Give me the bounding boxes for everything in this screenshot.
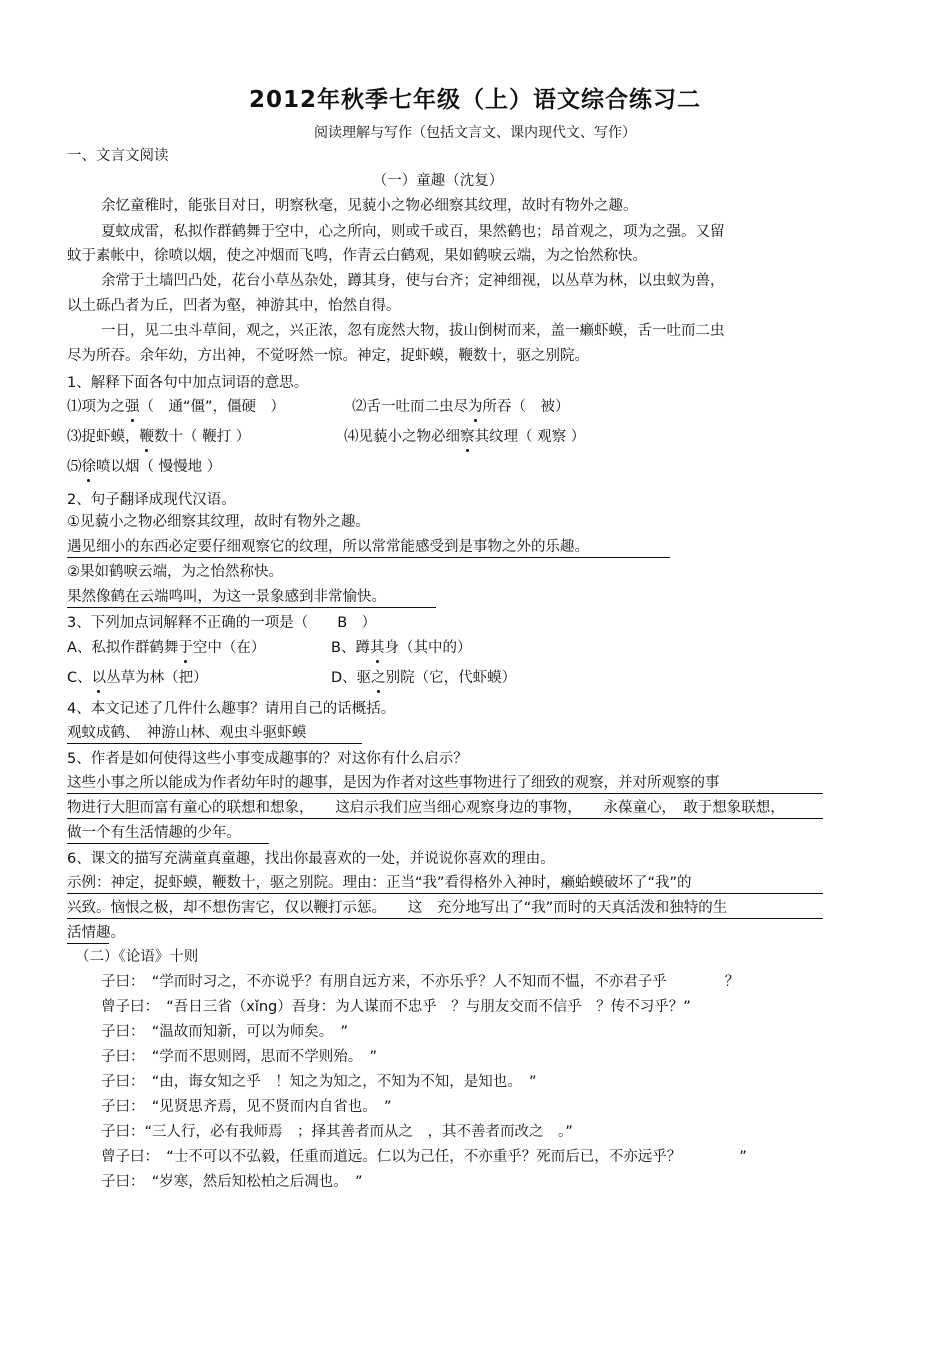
question-3-stem: 3、下列加点词解释不正确的一项是（ B ）	[67, 615, 377, 631]
question-2-stem: 2、句子翻译成现代汉语。	[67, 492, 236, 508]
q3-option-b: B、蹲其身（其中的）	[331, 640, 472, 656]
page-title: 2012年秋季七年级（上）语文综合练习二	[248, 87, 701, 113]
dotted-word: 察	[460, 429, 475, 445]
passage-line: 尽为所吞。余年幼，方出神，不觉呀然一惊。神定，捉虾蟆，鞭数十，驱之别院。	[67, 348, 589, 364]
q1-answer-3: ⑶捉虾蟆，鞭数十（ 鞭打 ）	[67, 429, 251, 445]
question-1-stem: 1、解释下面各句中加点词语的意思。	[67, 375, 309, 391]
dotted-word: 鞭	[139, 429, 154, 445]
passage-line: 余常于土墙凹凸处，花台小草丛杂处，蹲其身，使与台齐；定神细视，以丛草为林，以虫蚁为兽，	[101, 273, 725, 289]
q1-answer-4: ⑷见藐小之物必细察其纹理（ 观察 ）	[344, 429, 586, 445]
passage-line: 蚊于素帐中，徐喷以烟，使之冲烟而飞鸣，作青云白鹤观，果如鹤唳云端，为之怡然称快。	[67, 248, 647, 264]
passage-line: 以土砾凸者为丘，凹者为壑，神游其中，怡然自得。	[67, 298, 401, 314]
dotted-word: 徐	[81, 459, 96, 475]
passage-title: （一）童趣（沈复）	[372, 173, 504, 189]
dotted-word: 为	[468, 399, 483, 415]
dotted-word: 于	[178, 640, 193, 656]
passage-line: 夏蚊成雷，私拟作群鹤舞于空中，心之所向，则或千或百，果然鹤也；昂首观之，项为之强。又留	[101, 224, 725, 240]
q3-option-c: C、以丛草为林（把）	[67, 670, 208, 686]
analects-line: 子曰：“三人行，必有我师焉 ；择其善者而从之 ，其不善者而改之 。”	[101, 1124, 573, 1140]
q6-answer-line: 兴致。恼恨之极，却不想伤害它，仅以鞭打示惩。 这 充分地写出了“我”而时的天真活泼和独特的生	[67, 899, 823, 919]
q3-option-a: A、私拟作群鹤舞于空中（在）	[67, 640, 266, 656]
q6-answer-line: 活情趣。	[67, 924, 109, 944]
passage-line: 一日，见二虫斗草间，观之，兴正浓，忽有庞然大物，拔山倒树而来，盖一癞虾蟆，舌一吐而二虫	[101, 323, 725, 339]
q2-sentence-2: ②果如鹤唳云端，为之怡然称快。	[67, 564, 283, 580]
q1-answer-1: ⑴项为之强（ 通“僵”，僵硬 ）	[67, 399, 286, 415]
page-subtitle: 阅读理解与写作（包括文言文、课内现代文、写作）	[314, 125, 636, 141]
analects-line: 子曰： “温故而知新，可以为师矣。 ”	[101, 1024, 349, 1040]
analects-line: 子曰： “学而时习之，不亦说乎？有朋自远方来，不亦乐乎？人不知而不愠，不亦君子乎 ？	[101, 974, 740, 990]
analects-line: 子曰： “见贤思齐焉，见不贤而内自省也。 ”	[101, 1099, 392, 1115]
section1-heading: 一、文言文阅读	[67, 148, 169, 164]
question-5-stem: 5、作者是如何使得这些小事变成趣事的？对这你有什么启示？	[67, 751, 468, 767]
question-6-stem: 6、课文的描写充满童真童趣，找出你最喜欢的一处，并说说你喜欢的理由。	[67, 851, 555, 867]
q6-answer-line: 示例：神定，捉虾蟆，鞭数十，驱之别院。理由：正当“我”看得格外入神时，癞蛤蟆破坏了“我”的	[67, 874, 823, 894]
q5-answer-line: 物进行大胆而富有童心的联想和想象， 这启示我们应当细心观察身边的事物， 永葆童心， 敢于想象联想，	[67, 799, 823, 819]
analects-line: 曾子曰： “士不可以不弘毅，任重而道远。仁以为己任，不亦重乎？死而后已，不亦远乎？ ”	[101, 1149, 747, 1165]
q4-answer: 观蚊成鹤、 神游山林、观虫斗驱虾蟆	[67, 724, 362, 744]
dotted-word: 以	[91, 670, 107, 686]
analects-line: 曾子曰： “吾日三省（xǐng）吾身：为人谋而不忠乎 ？与朋友交而不信乎 ？传不习乎？”	[101, 999, 691, 1015]
q3-option-d: D、驱之别院（它，代虾蟆）	[331, 670, 517, 686]
section2-heading: （二）《论语》十则	[75, 949, 199, 965]
analects-line: 子曰： “岁寒，然后知松柏之后凋也。 ”	[101, 1174, 363, 1190]
q5-answer-line: 这些小事之所以能成为作者幼年时的趣事，是因为作者对这些事物进行了细致的观察，并对所观察的事	[67, 774, 823, 794]
q2-answer-2: 果然像鹤在云端鸣叫，为这一景象感到非常愉快。	[67, 588, 436, 608]
passage-line: 余忆童稚时，能张目对日，明察秋毫，见藐小之物必细察其纹理，故时有物外之趣。	[101, 198, 638, 214]
dotted-word: 强	[125, 399, 140, 415]
analects-line: 子曰： “由，诲女知之乎 ！知之为知之，不知为不知，是知也。 ”	[101, 1074, 537, 1090]
analects-line: 子曰： “学而不思则罔，思而不学则殆。 ”	[101, 1049, 378, 1065]
q2-sentence-1: ①见藐小之物必细察其纹理，故时有物外之趣。	[67, 514, 370, 530]
q1-answer-5: ⑸徐喷以烟（ 慢慢地 ）	[67, 459, 222, 475]
q2-answer-1: 遇见细小的东西必定要仔细观察它的纹理，所以常常能感受到是事物之外的乐趣。	[67, 538, 670, 558]
q5-answer-line: 做一个有生活情趣的少年。	[67, 824, 269, 844]
question-4-stem: 4、本文记述了几件什么趣事？请用自己的话概括。	[67, 701, 396, 717]
dotted-word: 其	[369, 640, 385, 656]
q1-answer-2: ⑵舌一吐而二虫尽为所吞（ 被）	[352, 399, 570, 415]
dotted-word: 之	[371, 670, 386, 686]
